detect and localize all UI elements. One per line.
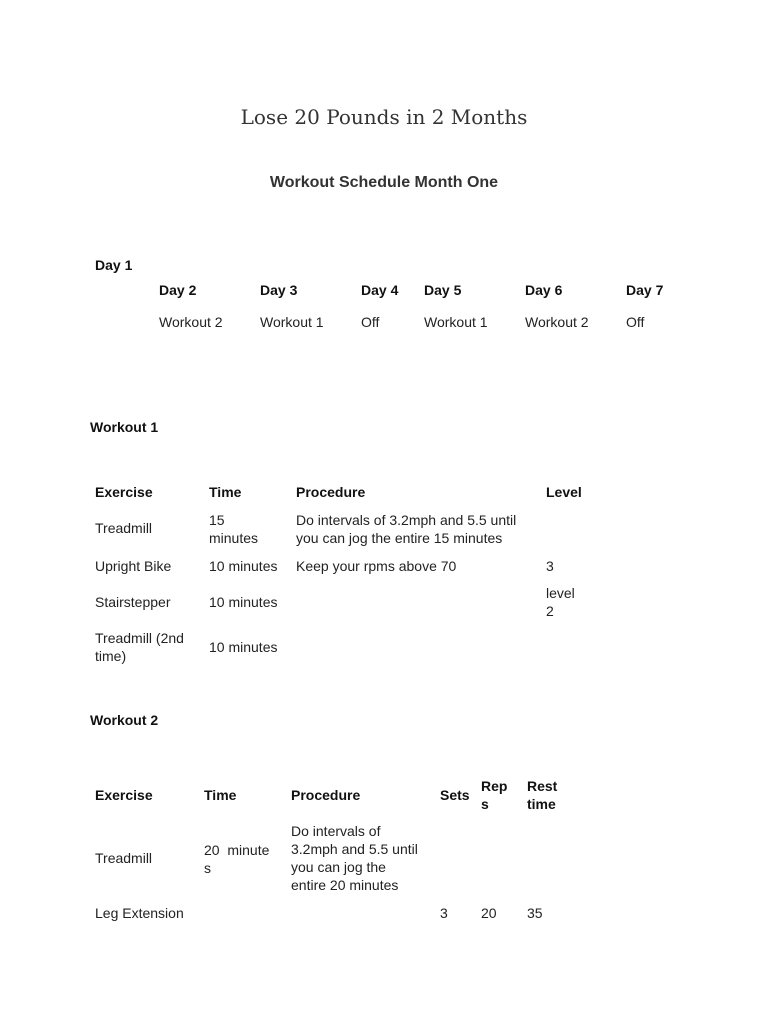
schedule-day-label: Day 3 xyxy=(260,282,298,298)
w1-cell-time: 15 minutes xyxy=(209,512,259,546)
w1-cell-level: 3 xyxy=(546,558,554,574)
w2-header-procedure: Procedure xyxy=(291,787,361,803)
workout-1-heading: Workout 1 xyxy=(90,419,159,435)
w1-header-exercise: Exercise xyxy=(95,484,153,500)
schedule-day-label: Day 7 xyxy=(626,282,664,298)
w2-cell-time: 20 minute s xyxy=(204,842,270,876)
w1-cell-time: 10 minutes xyxy=(209,594,278,610)
w2-cell-procedure: Do intervals of 3.2mph and 5.5 until you can jog the entire 20 minutes xyxy=(291,823,418,893)
w1-cell-exercise: Stairstepper xyxy=(95,594,171,610)
w2-header-rest: Rest time xyxy=(527,778,558,812)
w1-cell-procedure: Keep your rpms above 70 xyxy=(296,558,457,574)
w1-cell-time: 10 minutes xyxy=(209,558,278,574)
schedule-day-plan: Off xyxy=(626,314,645,330)
schedule-day-label: Day 5 xyxy=(424,282,462,298)
schedule-day-plan: Workout 1 xyxy=(424,314,488,330)
schedule-day-label: Day 6 xyxy=(525,282,563,298)
w1-header-level: Level xyxy=(546,484,582,500)
w2-cell-sets: 3 xyxy=(440,905,448,921)
schedule-day-label: Day 4 xyxy=(361,282,399,298)
w2-cell-exercise: Leg Extension xyxy=(95,905,184,921)
workout-2-heading: Workout 2 xyxy=(90,712,159,728)
schedule-day-label: Day 2 xyxy=(159,282,197,298)
w1-header-procedure: Procedure xyxy=(296,484,366,500)
w2-header-sets: Sets xyxy=(440,787,470,803)
w2-cell-exercise: Treadmill xyxy=(95,850,153,866)
page-title: Lose 20 Pounds in 2 Months xyxy=(240,105,528,129)
w1-cell-procedure: Do intervals of 3.2mph and 5.5 until you can jog the entire 15 minutes xyxy=(296,512,517,546)
schedule-day-plan: Workout 2 xyxy=(525,314,589,330)
w2-header-exercise: Exercise xyxy=(95,787,153,803)
schedule-day-1: Day 1 xyxy=(95,257,133,273)
w1-cell-exercise: Treadmill (2nd time) xyxy=(95,630,184,664)
w2-cell-rest: 35 xyxy=(527,905,543,921)
schedule-day-plan: Workout 1 xyxy=(260,314,324,330)
w2-header-reps: Rep s xyxy=(481,778,508,812)
w1-cell-exercise: Treadmill xyxy=(95,520,153,536)
schedule-day-plan: Off xyxy=(361,314,380,330)
w1-header-time: Time xyxy=(209,484,242,500)
w2-header-time: Time xyxy=(204,787,237,803)
schedule-day-plan: Workout 2 xyxy=(159,314,223,330)
w1-cell-time: 10 minutes xyxy=(209,639,278,655)
w1-cell-exercise: Upright Bike xyxy=(95,558,172,574)
page-subtitle: Workout Schedule Month One xyxy=(269,174,499,191)
w2-cell-reps: 20 xyxy=(481,905,497,921)
w1-cell-level: level 2 xyxy=(546,585,575,619)
